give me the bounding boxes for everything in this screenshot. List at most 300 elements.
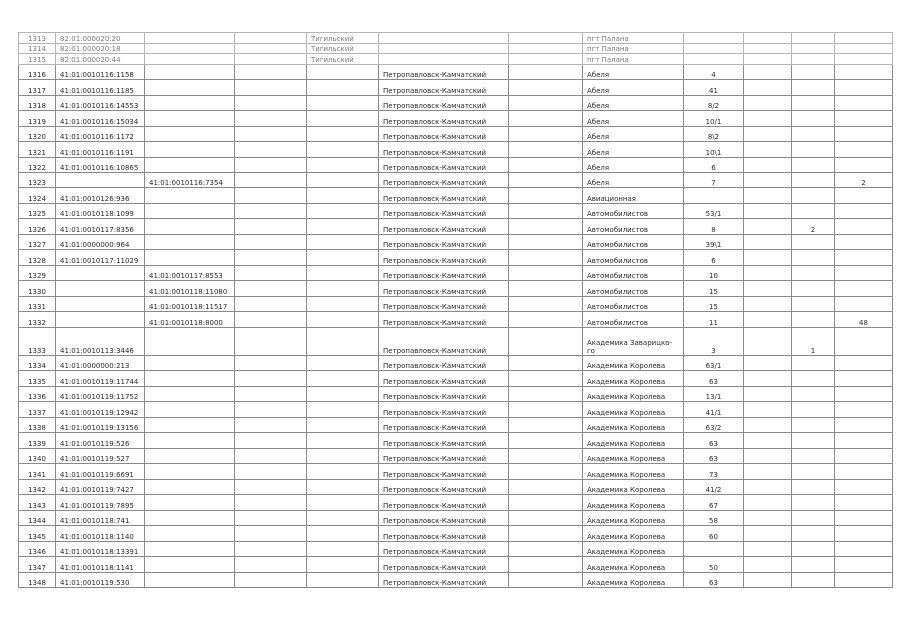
district-cell — [307, 219, 379, 235]
city-cell: Петропавловск-Камчатский — [379, 173, 509, 188]
cadastral-number-alt-cell — [145, 95, 235, 111]
cadastral-number-alt-cell — [145, 386, 235, 402]
district-cell — [307, 417, 379, 433]
extra-value-cell — [792, 265, 835, 281]
table-row — [19, 234, 893, 250]
house-number-cell — [684, 54, 744, 65]
empty-cell — [509, 33, 583, 44]
empty-cell — [235, 495, 307, 511]
empty-cell — [744, 386, 792, 402]
cadastral-number-alt-cell — [145, 80, 235, 96]
table-row — [19, 371, 893, 387]
empty-cell — [235, 54, 307, 65]
district-cell — [307, 526, 379, 542]
extra-value-cell — [792, 95, 835, 111]
city-cell: Петропавловск-Камчатский — [379, 64, 509, 80]
cadastral-number-cell: 41:01:0010116:1185 — [56, 80, 145, 96]
cadastral-number-cell: 41:01:0010119:6691 — [56, 464, 145, 480]
empty-cell — [509, 234, 583, 250]
empty-cell — [235, 464, 307, 480]
empty-cell — [509, 203, 583, 219]
table-row — [19, 43, 893, 54]
row-number-cell: 1340 — [19, 448, 56, 464]
empty-cell — [509, 64, 583, 80]
street-cell: Академика Королева — [583, 510, 684, 526]
cadastral-number-cell: 41:01:0000000:964 — [56, 234, 145, 250]
empty-cell — [744, 126, 792, 142]
table-row — [19, 33, 893, 44]
house-number-cell: 63 — [684, 448, 744, 464]
row-number-cell: 1324 — [19, 188, 56, 204]
cadastral-number-cell: 82:01:000020:18 — [56, 43, 145, 54]
row-number-cell: 1332 — [19, 312, 56, 328]
extra-value-cell-2: 2 — [835, 173, 893, 188]
street-cell: Авиационная — [583, 188, 684, 204]
house-number-cell: 63 — [684, 433, 744, 449]
table-row — [19, 80, 893, 96]
row-number-cell: 1341 — [19, 464, 56, 480]
extra-value-cell-2 — [835, 355, 893, 371]
cadastral-number-alt-cell — [145, 402, 235, 418]
empty-cell — [509, 281, 583, 297]
city-cell: Петропавловск-Камчатский — [379, 386, 509, 402]
extra-value-cell — [792, 188, 835, 204]
cadastral-number-cell — [56, 296, 145, 312]
empty-cell — [509, 250, 583, 266]
row-number-cell: 1327 — [19, 234, 56, 250]
extra-value-cell-2 — [835, 188, 893, 204]
extra-value-cell — [792, 448, 835, 464]
cadastral-number-cell: 41:01:0010116:1158 — [56, 64, 145, 80]
house-number-cell — [684, 33, 744, 44]
cadastral-number-alt-cell — [145, 572, 235, 588]
cadastral-number-cell: 41:01:0010118:741 — [56, 510, 145, 526]
cadastral-number-alt-cell — [145, 464, 235, 480]
extra-value-cell-2 — [835, 572, 893, 588]
extra-value-cell-2 — [835, 557, 893, 573]
district-cell — [307, 510, 379, 526]
extra-value-cell — [792, 371, 835, 387]
extra-value-cell — [792, 43, 835, 54]
extra-value-cell-2 — [835, 464, 893, 480]
empty-cell — [235, 281, 307, 297]
city-cell: Петропавловск-Камчатский — [379, 296, 509, 312]
extra-value-cell — [792, 541, 835, 557]
cadastral-number-alt-cell — [145, 219, 235, 235]
street-cell: Академика Королева — [583, 448, 684, 464]
empty-cell — [509, 312, 583, 328]
street-cell: Автомобилистов — [583, 281, 684, 297]
house-number-cell: 41/2 — [684, 479, 744, 495]
table-row — [19, 265, 893, 281]
street-cell: Академика Королева — [583, 386, 684, 402]
house-number-cell — [684, 541, 744, 557]
cadastral-number-alt-cell: 41:01:0010116:7354 — [145, 173, 235, 188]
table-row — [19, 510, 893, 526]
empty-cell — [744, 448, 792, 464]
row-number-cell: 1337 — [19, 402, 56, 418]
extra-value-cell — [792, 203, 835, 219]
empty-cell — [744, 142, 792, 158]
extra-value-cell — [792, 234, 835, 250]
street-cell: Академика Королева — [583, 355, 684, 371]
table-row — [19, 312, 893, 328]
street-cell: Автомобилистов — [583, 296, 684, 312]
cadastral-number-alt-cell — [145, 448, 235, 464]
city-cell: Петропавловск-Камчатский — [379, 355, 509, 371]
extra-value-cell — [792, 510, 835, 526]
empty-cell — [235, 111, 307, 127]
cadastral-number-cell: 41:01:0010116:10865 — [56, 157, 145, 173]
empty-cell — [235, 312, 307, 328]
extra-value-cell-2 — [835, 111, 893, 127]
table-row — [19, 327, 893, 355]
table-row — [19, 541, 893, 557]
house-number-cell: 67 — [684, 495, 744, 511]
empty-cell — [235, 572, 307, 588]
cadastral-number-cell — [56, 312, 145, 328]
district-cell — [307, 572, 379, 588]
table-row — [19, 142, 893, 158]
register-table — [18, 32, 893, 588]
cadastral-number-cell — [56, 265, 145, 281]
cadastral-number-alt-cell — [145, 54, 235, 65]
empty-cell — [235, 386, 307, 402]
street-cell: Академика Королева — [583, 417, 684, 433]
extra-value-cell — [792, 572, 835, 588]
empty-cell — [509, 526, 583, 542]
cadastral-number-cell — [56, 173, 145, 188]
extra-value-cell-2 — [835, 43, 893, 54]
district-cell — [307, 95, 379, 111]
row-number-cell: 1329 — [19, 265, 56, 281]
extra-value-cell-2 — [835, 126, 893, 142]
street-cell: Академика Королева — [583, 433, 684, 449]
house-number-cell: 60 — [684, 526, 744, 542]
extra-value-cell-2 — [835, 250, 893, 266]
row-number-cell: 1345 — [19, 526, 56, 542]
row-number-cell: 1322 — [19, 157, 56, 173]
empty-cell — [744, 464, 792, 480]
extra-value-cell-2 — [835, 448, 893, 464]
extra-value-cell-2 — [835, 265, 893, 281]
row-number-cell: 1313 — [19, 33, 56, 44]
empty-cell — [744, 402, 792, 418]
city-cell: Петропавловск-Камчатский — [379, 142, 509, 158]
house-number-cell: 63 — [684, 572, 744, 588]
house-number-cell: 41 — [684, 80, 744, 96]
table-row — [19, 433, 893, 449]
cadastral-number-cell: 41:01:0010118:1141 — [56, 557, 145, 573]
empty-cell — [744, 250, 792, 266]
table-row — [19, 479, 893, 495]
extra-value-cell-2 — [835, 142, 893, 158]
empty-cell — [509, 265, 583, 281]
cadastral-number-alt-cell — [145, 43, 235, 54]
cadastral-number-cell: 41:01:0000000:213 — [56, 355, 145, 371]
cadastral-number-alt-cell — [145, 327, 235, 355]
cadastral-number-cell: 41:01:0010119:12942 — [56, 402, 145, 418]
empty-cell — [509, 464, 583, 480]
extra-value-cell-2 — [835, 526, 893, 542]
street-cell: Академика Королева — [583, 371, 684, 387]
city-cell: Петропавловск-Камчатский — [379, 126, 509, 142]
extra-value-cell — [792, 495, 835, 511]
city-cell — [379, 33, 509, 44]
extra-value-cell — [792, 355, 835, 371]
house-number-cell: 7 — [684, 173, 744, 188]
street-cell: Абеля — [583, 157, 684, 173]
street-cell: Автомобилистов — [583, 234, 684, 250]
table-row — [19, 64, 893, 80]
row-number-cell: 1331 — [19, 296, 56, 312]
house-number-cell: 8 — [684, 219, 744, 235]
street-cell: Автомобилистов — [583, 203, 684, 219]
cadastral-number-alt-cell — [145, 111, 235, 127]
street-cell: Автомобилистов — [583, 250, 684, 266]
extra-value-cell — [792, 417, 835, 433]
cadastral-number-alt-cell: 41:01:0010117:8553 — [145, 265, 235, 281]
table-row — [19, 203, 893, 219]
empty-cell — [744, 43, 792, 54]
cadastral-number-alt-cell — [145, 433, 235, 449]
empty-cell — [235, 327, 307, 355]
table-row — [19, 448, 893, 464]
extra-value-cell — [792, 526, 835, 542]
cadastral-number-alt-cell — [145, 203, 235, 219]
empty-cell — [235, 296, 307, 312]
empty-cell — [509, 43, 583, 54]
cadastral-number-cell: 41:01:0010119:530 — [56, 572, 145, 588]
district-cell — [307, 296, 379, 312]
district-cell — [307, 541, 379, 557]
cadastral-number-alt-cell — [145, 157, 235, 173]
cadastral-number-alt-cell — [145, 371, 235, 387]
empty-cell — [235, 355, 307, 371]
table-row — [19, 281, 893, 297]
cadastral-number-cell: 41:01:0010119:13156 — [56, 417, 145, 433]
empty-cell — [744, 495, 792, 511]
empty-cell — [235, 250, 307, 266]
cadastral-number-alt-cell — [145, 250, 235, 266]
cadastral-number-alt-cell — [145, 188, 235, 204]
empty-cell — [744, 541, 792, 557]
empty-cell — [235, 433, 307, 449]
row-number-cell: 1346 — [19, 541, 56, 557]
empty-cell — [509, 126, 583, 142]
empty-cell — [744, 526, 792, 542]
house-number-cell: 10/1 — [684, 111, 744, 127]
district-cell: Тигильский — [307, 33, 379, 44]
empty-cell — [509, 433, 583, 449]
house-number-cell: 73 — [684, 464, 744, 480]
empty-cell — [509, 417, 583, 433]
street-cell: Академика Королева — [583, 541, 684, 557]
empty-cell — [744, 173, 792, 188]
table-row — [19, 464, 893, 480]
empty-cell — [509, 80, 583, 96]
district-cell — [307, 495, 379, 511]
street-cell: Абеля — [583, 126, 684, 142]
district-cell — [307, 250, 379, 266]
district-cell — [307, 464, 379, 480]
street-cell: Автомобилистов — [583, 265, 684, 281]
extra-value-cell-2 — [835, 296, 893, 312]
cadastral-number-alt-cell — [145, 541, 235, 557]
empty-cell — [744, 111, 792, 127]
extra-value-cell — [792, 80, 835, 96]
empty-cell — [509, 572, 583, 588]
extra-value-cell-2 — [835, 219, 893, 235]
empty-cell — [235, 265, 307, 281]
city-cell: Петропавловск-Камчатский — [379, 157, 509, 173]
street-cell: Автомобилистов — [583, 312, 684, 328]
extra-value-cell-2 — [835, 64, 893, 80]
street-cell: Абеля — [583, 95, 684, 111]
empty-cell — [744, 188, 792, 204]
extra-value-cell-2 — [835, 495, 893, 511]
row-number-cell: 1348 — [19, 572, 56, 588]
district-cell — [307, 557, 379, 573]
row-number-cell: 1320 — [19, 126, 56, 142]
empty-cell — [235, 402, 307, 418]
row-number-cell: 1318 — [19, 95, 56, 111]
cadastral-number-alt-cell — [145, 234, 235, 250]
cadastral-number-cell: 41:01:0010116:15034 — [56, 111, 145, 127]
register-table-sheet — [18, 32, 892, 588]
extra-value-cell — [792, 281, 835, 297]
house-number-cell: 8\2 — [684, 126, 744, 142]
house-number-cell: 39\1 — [684, 234, 744, 250]
cadastral-number-alt-cell — [145, 417, 235, 433]
district-cell — [307, 281, 379, 297]
city-cell: Петропавловск-Камчатский — [379, 95, 509, 111]
cadastral-number-cell: 41:01:0010119:7427 — [56, 479, 145, 495]
cadastral-number-cell: 41:01:0010118:13391 — [56, 541, 145, 557]
empty-cell — [509, 402, 583, 418]
empty-cell — [744, 355, 792, 371]
extra-value-cell-2: 48 — [835, 312, 893, 328]
district-cell — [307, 234, 379, 250]
house-number-cell: 4 — [684, 64, 744, 80]
cadastral-number-cell: 41:01:0010117:11029 — [56, 250, 145, 266]
city-cell: Петропавловск-Камчатский — [379, 557, 509, 573]
table-row — [19, 54, 893, 65]
district-cell — [307, 111, 379, 127]
city-cell: Петропавловск-Камчатский — [379, 312, 509, 328]
empty-cell — [744, 265, 792, 281]
empty-cell — [509, 173, 583, 188]
city-cell: Петропавловск-Камчатский — [379, 234, 509, 250]
empty-cell — [509, 157, 583, 173]
street-cell: Академика Королева — [583, 572, 684, 588]
empty-cell — [235, 43, 307, 54]
street-cell: Абеля — [583, 64, 684, 80]
extra-value-cell: 2 — [792, 219, 835, 235]
house-number-cell: 3 — [684, 327, 744, 355]
extra-value-cell — [792, 157, 835, 173]
city-cell: Петропавловск-Камчатский — [379, 479, 509, 495]
cadastral-number-cell — [56, 281, 145, 297]
row-number-cell: 1326 — [19, 219, 56, 235]
city-cell: Петропавловск-Камчатский — [379, 541, 509, 557]
empty-cell — [509, 355, 583, 371]
empty-cell — [509, 111, 583, 127]
extra-value-cell-2 — [835, 417, 893, 433]
district-cell: Тигильский — [307, 43, 379, 54]
empty-cell — [235, 526, 307, 542]
street-cell: пгт Палана — [583, 43, 684, 54]
district-cell — [307, 188, 379, 204]
district-cell — [307, 142, 379, 158]
city-cell — [379, 43, 509, 54]
cadastral-number-cell: 41:01:0010116:1172 — [56, 126, 145, 142]
extra-value-cell — [792, 402, 835, 418]
cadastral-number-cell: 82:01:000020:20 — [56, 33, 145, 44]
house-number-cell: 63/1 — [684, 355, 744, 371]
street-cell: Академика Королева — [583, 526, 684, 542]
house-number-cell: 58 — [684, 510, 744, 526]
extra-value-cell-2 — [835, 54, 893, 65]
row-number-cell: 1323 — [19, 173, 56, 188]
empty-cell — [744, 327, 792, 355]
extra-value-cell-2 — [835, 281, 893, 297]
district-cell — [307, 371, 379, 387]
row-number-cell: 1315 — [19, 54, 56, 65]
empty-cell — [744, 433, 792, 449]
empty-cell — [744, 281, 792, 297]
empty-cell — [235, 479, 307, 495]
row-number-cell: 1317 — [19, 80, 56, 96]
empty-cell — [744, 417, 792, 433]
empty-cell — [235, 557, 307, 573]
empty-cell — [744, 64, 792, 80]
cadastral-number-cell: 41:01:0010119:11752 — [56, 386, 145, 402]
street-cell: Автомобилистов — [583, 219, 684, 235]
extra-value-cell — [792, 433, 835, 449]
extra-value-cell-2 — [835, 203, 893, 219]
extra-value-cell — [792, 250, 835, 266]
row-number-cell: 1321 — [19, 142, 56, 158]
row-number-cell: 1347 — [19, 557, 56, 573]
district-cell — [307, 312, 379, 328]
extra-value-cell: 1 — [792, 327, 835, 355]
extra-value-cell-2 — [835, 234, 893, 250]
street-cell: Академика Королева — [583, 464, 684, 480]
extra-value-cell-2 — [835, 80, 893, 96]
city-cell: Петропавловск-Камчатский — [379, 448, 509, 464]
extra-value-cell — [792, 312, 835, 328]
district-cell — [307, 448, 379, 464]
house-number-cell — [684, 43, 744, 54]
city-cell: Петропавловск-Камчатский — [379, 327, 509, 355]
cadastral-number-cell: 41:01:0010126:936 — [56, 188, 145, 204]
empty-cell — [509, 371, 583, 387]
extra-value-cell-2 — [835, 33, 893, 44]
cadastral-number-cell: 41:01:0010119:7895 — [56, 495, 145, 511]
city-cell: Петропавловск-Камчатский — [379, 417, 509, 433]
district-cell — [307, 327, 379, 355]
table-row — [19, 526, 893, 542]
cadastral-number-alt-cell: 41:01:0010118:11080 — [145, 281, 235, 297]
empty-cell — [509, 479, 583, 495]
empty-cell — [235, 371, 307, 387]
row-number-cell: 1336 — [19, 386, 56, 402]
extra-value-cell-2 — [835, 157, 893, 173]
empty-cell — [509, 557, 583, 573]
empty-cell — [509, 219, 583, 235]
extra-value-cell-2 — [835, 402, 893, 418]
